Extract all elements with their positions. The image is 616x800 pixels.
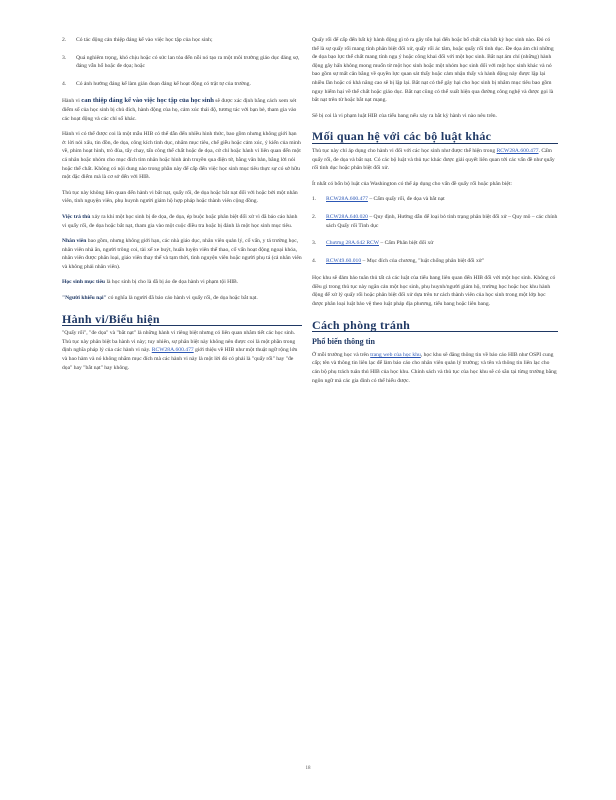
- paragraph-applies: Thủ tục này chỉ áp dụng cho hành vi đối với các học sinh như được thể hiện trong RCW28A.600.477. Cấm quấy rối, đe dọa và bắt nạt. Có các bộ luật và thủ tục khác được giải quyết liên quan tới các vấn đề như quấy rối tình dục hoặc phân biệt đối xử.: [312, 147, 555, 172]
- heading-behaviors: Hành vi/Biểu hiện: [62, 315, 302, 327]
- paragraph-violation: Sẽ bị coi là vi phạm luật HIB của tiểu bang nếu xảy ra bắt kỳ hành vi nào nêu trên.: [312, 112, 498, 119]
- paragraph-behaviors: "Quấy rối", "đe dọa" và "bắt nạt" là những hành vi riêng biệt nhưng có liên quan nhằm tiết các học sinh. Thủ tục này phân biệt ba hành vi này; tuy nhiên, sự phân biệt này không nên được coi là một phần trong định nghĩa pháp lý của các hành vi này. RCW28A.600.477 giới thiệu về HIB như một thuật ngữ rộng lớn và bao hàm và nó không nhằm mục đích mà các hành vi này là một lời đó có phải là "quấy rối" hay "đe dọa" hay "bắt nạt" hay không.: [62, 330, 298, 371]
- law-link[interactable]: Chương 28A.642 RCW: [326, 240, 379, 247]
- heading-dissemination: Phổ biến thông tin: [312, 337, 375, 347]
- term-interference: can thiệp đáng kể vào việc học tập của học sinh: [81, 97, 214, 105]
- law-link[interactable]: RCW28A.640.020: [326, 213, 368, 220]
- term-retaliation: Việc trả thù: [62, 213, 91, 220]
- list-item: 3. Chương 28A.642 RCW – Cấm Phân biệt đối xử: [312, 240, 434, 247]
- term-complainant: "Người khiếu nại": [62, 295, 107, 302]
- paragraph-staff: Nhân viên bao gồm, nhưng không giới hạn, các nhà giáo dục, nhân viên quản lý, cố vấn, y tá trường học, nhân viên nhà ăn, người trông coi, tài xế xe buýt, huấn luyện viên thể thao, cố vấn hoạt động ngoại khóa, nhân viên được phân loại, giáo viên thay thế và tạm thời, tình nguyện viên hoặc người phụ tá (cả nhân viên và không phải nhân viên).: [62, 238, 302, 270]
- paragraph-retaliation: Việc trả thù xảy ra khi một học sinh bị đe dọa, đe dọa, ép buộc hoặc phân biệt đối xử vì đã báo cáo hành vi quấy rối, đe dọa hoặc bắt nạt, tham gia vào một cuộc điều tra hoặc bị đánh là một học sinh mục tiêu.: [62, 213, 298, 229]
- list-item: 2. Có tác động cản thiệp đáng kể vào việc học tập của học sinh;: [62, 37, 213, 43]
- rcw-link[interactable]: RCW28A.600.477: [151, 347, 194, 354]
- paragraph-compliance: Học khu sẽ đảm bảo tuân thủ tất cả các luật của tiểu bang liên quan đến HIB đối với một học sinh. Không có điều gì trong thủ tục này ngăn cản một học sinh, phụ huynh/người giám hộ, trường học hoặc học khu hành động để xử lý quấy rối hoặc phân biệt đối xử dựa trên tư cách thành viên của học sinh trong một lớp học được phân loại luật bảo vệ theo luật pháp địa phương, tiểu bang hoặc liên bang.: [312, 275, 556, 308]
- law-link[interactable]: RCW28A.600.477: [326, 196, 368, 203]
- term-staff: Nhân viên: [62, 238, 87, 245]
- district-website-link[interactable]: trang web của học khu: [370, 351, 421, 358]
- heading-relationship-laws: Mối quan hệ với các bộ luật khác: [312, 132, 558, 144]
- list-item: 1. RCW28A.600.477 – Cấm quấy rối, đe dọa và bắt nạt: [312, 196, 445, 203]
- list-item: 4. Có ảnh hưởng đáng kể làm gián đoạn đáng kể hoạt động có trật tự của trường.: [62, 80, 251, 87]
- list-item: 4. RCW49.60.010 – Mục đích của chương, "luật chống phân biệt đối xử": [312, 257, 485, 264]
- paragraph-scope: Thủ tục này không liên quan đến hành vi bắt nạt, quấy rối, đe dọa hoặc bắt nạt đối với hoặc bởi một nhân viên, tình nguyện viên, phụ huynh người giám hộ hợp pháp hoặc thành viên cộng đồng.: [62, 189, 298, 205]
- page-number: 18: [305, 766, 311, 771]
- paragraph-definitions: Quấy rối để cấp đến bất kỳ hành động gì tỏ ra gây tổn hại đến hoặc bổ chất của bất kỳ học sinh nào. Đó có thể là sự quấy rối mang tính phân biệt đối xử, quấy rối ác tâm, hoặc quấy rối tình dục. Đe dọa ám chỉ những đe dọa bạo lực thể chất mang tính ngụ ý hoặc công khai đối với một học sinh. Bắt nạt ám chỉ (những) hành động gây hấn không mong muốn từ một học sinh hoặc một nhóm học sinh đối với một học sinh khác và nó bao gồm sự mất cân bằng về quyền lực quan sát thấy hoặc cảm nhận thấy và hành động này được lặp lại nhiều lần hoặc có khả năng cao sẽ bị lặp lại. Bắt nạt có thể gây hại cho học sinh bị nhắm mục tiêu bao gồm nguy hiểm hại về thể chất hoặc giáo dục. Bắt nạt cũng có thể xuất hiện qua đường công nghệ và được gọi là bắt nạt trên từ hoặc bắt nạt mạng.: [312, 37, 554, 104]
- law-link[interactable]: RCW49.60.010: [326, 257, 362, 264]
- paragraph-dissemination: Ở mỗi trường học và trên trang web của học khu, học khu sẽ đăng thông tin về báo cáo HIB như OSPI cung cấp; tên và thông tin liên lạc để làm báo cáo cho nhân viên quản lý trường; và tên và thông tin liên lạc cho cán bộ phụ trách tuân thủ HIB của học khu. Chính sách và thủ tục của học khu sẽ có sẵn tại từng trường bằng ngôn ngữ mà các gia đình có thể hiểu được.: [312, 351, 557, 384]
- paragraph-target-student: Học sinh mục tiêu là học sinh bị cho là đã bị áo đe dọa hành vi phạm tội HIB.: [62, 279, 239, 286]
- paragraph-interference: Hành vi can thiệp đáng kể vào việc học tập của học sinh sẽ được xác định bằng cách xem xét điểm số của học sinh bị chủ đích, hành động của họ, cảm xúc thái độ, tương tác với bạn bè, tham gia vào các hoạt động và các chỉ số khác.: [62, 97, 297, 122]
- left-column: [62, 36, 302, 379]
- term-target-student: Học sinh mục tiêu: [62, 279, 106, 286]
- rcw-link[interactable]: RCW28A.600.477: [496, 147, 539, 154]
- paragraph-forms: Hành vi có thể được coi là một mẫu HIB có thể dẫn đến nhiều hình thức, bao gồm nhưng không giới hạn ở: lời nói xấu, tin đồn, đe dọa, công kích tình dục, nhắm mục tiêu, chế giễu hoặc cảm xúc, ý kiến của mình về, phim hoạt hình, trò đùa, tẩy chay, tấn công thể chất hoặc đe dọa, cử chỉ hoặc hành vi liên quan đến một cá nhân hoặc nhóm cho mục đích tìm nhân hoặc hình ảnh truyền qua điện tử, bằng văn bản, bằng lời nói hoặc thể chất. Không có nội dung nào trong phần này để cấp đến việc học sinh mục tiêu thực sự có sở hữu một đặc điểm mà là cơ sở đến với HIB.: [62, 131, 301, 181]
- paragraph-four-laws: Ít nhất có bốn bộ luật của Washington có thể áp dụng cho vấn đề quấy rối hoặc phân biệt:: [312, 180, 512, 187]
- list-item: 3. Quá nghiêm trọng, khó chịu hoặc có sức lan tỏa đến nỗi nó tạo ra một môi trường giáo dục đáng sợ, đáng vẫn hổ hoặc đe dọa; hoặc: [62, 54, 300, 70]
- list-item: 2. RCW28A.640.020 – Quy định, Hướng dẫn để loại bỏ tình trạng phân biệt đối xử – Quy mô – các chính sách Quấy rối Tình dục: [312, 213, 558, 229]
- heading-prevention: Cách phòng tránh: [312, 321, 558, 333]
- laws-list: [312, 195, 558, 265]
- paragraph-complainant: "Người khiếu nại" có nghĩa là người đã báo cáo hành vi quấy rối, đe dọa hoặc bắt nạt.: [62, 295, 258, 302]
- right-column: [312, 36, 558, 392]
- impact-list: [62, 36, 302, 88]
